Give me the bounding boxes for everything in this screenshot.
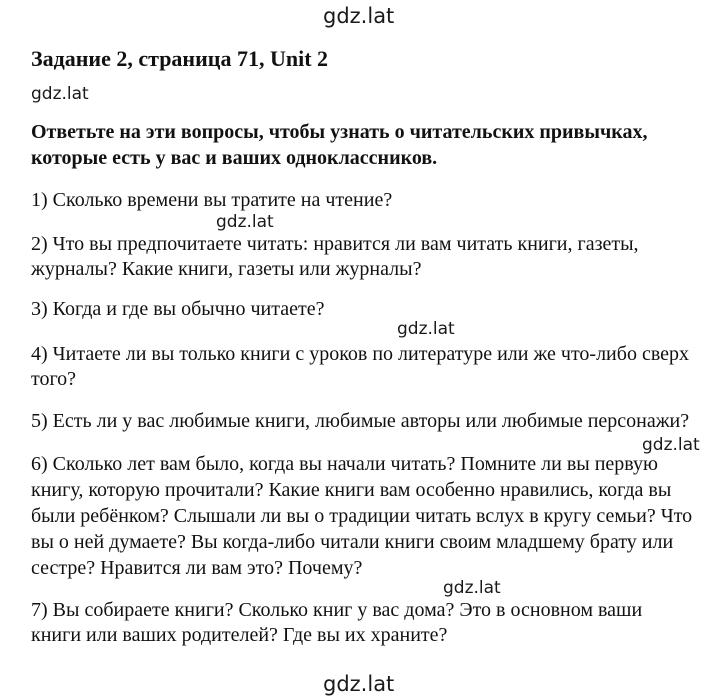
question-1-line: 1) Сколько времени вы тратите на чтение? <box>31 189 393 211</box>
instruction-line: Ответьте на эти вопросы, чтобы узнать о читательских привычках, <box>31 121 648 143</box>
question-6-line: книгу, которую прочитали? Какие книги вам особенно нравились, когда вы <box>31 479 672 501</box>
question-4-line: того? <box>31 368 77 390</box>
question-2-line: журналы? Какие книги, газеты или журналы? <box>31 258 422 280</box>
question-6-line: сестре? Нравится ли вам это? Почему? <box>31 557 363 579</box>
question-7-line: 7) Вы собираете книги? Сколько книг у вас дома? Это в основном ваши <box>31 599 643 621</box>
question-2-line: 2) Что вы предпочитаете читать: нравится ли вам читать книги, газеты, <box>31 233 639 255</box>
watermark: gdz.lat <box>642 435 700 455</box>
question-4-line: 4) Читаете ли вы только книги с уроков по литературе или же что-либо сверх <box>31 343 690 365</box>
question-6-line: вы о ней думаете? Вы когда-либо читали книги своим младшему брату или <box>31 531 674 553</box>
watermark: gdz.lat <box>216 212 274 232</box>
question-3-line: 3) Когда и где вы обычно читаете? <box>31 298 325 320</box>
question-5-line: 5) Есть ли у вас любимые книги, любимые авторы или любимые персонажи? <box>31 410 690 432</box>
question-6-line: 6) Сколько лет вам было, когда вы начали читать? Помните ли вы первую <box>31 453 658 475</box>
watermark: gdz.lat <box>397 319 455 339</box>
instruction-line: которые есть у вас и ваших одноклассников. <box>31 147 438 169</box>
watermark: gdz.lat <box>323 4 395 28</box>
watermark: gdz.lat <box>31 84 89 104</box>
page-title: Задание 2, страница 71, Unit 2 <box>31 46 329 71</box>
watermark: gdz.lat <box>323 672 395 696</box>
question-7-line: книги или ваших родителей? Где вы их храните? <box>31 624 448 646</box>
question-6-line: были ребёнком? Слышали ли вы о традиции читать вслух в кругу семьи? Что <box>31 505 693 527</box>
watermark: gdz.lat <box>443 578 501 598</box>
